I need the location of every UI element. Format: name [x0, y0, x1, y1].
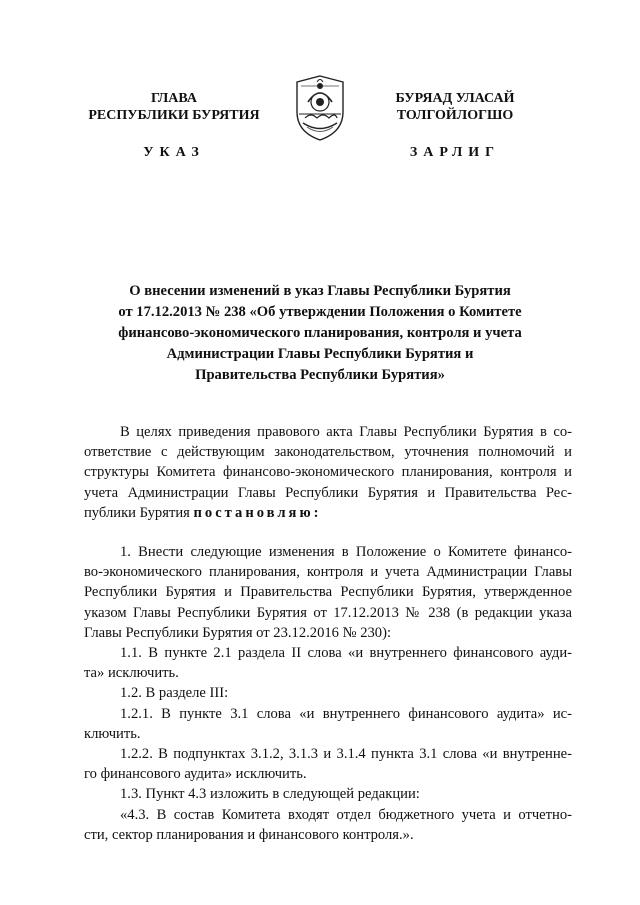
decree-items: [84, 542, 572, 845]
issuer-title-buryat-line2: ТОЛГОЙЛОГШО: [396, 108, 514, 123]
item-line: 1.2.2. В подпунктах 3.1.2, 3.1.3 и 3.1.4 пункта 3.1 слова «и внутренне-: [120, 746, 572, 763]
title-line: Правительства Республики Бурятия»: [195, 367, 445, 383]
title-line: Администрации Главы Республики Бурятия и: [166, 346, 474, 362]
decree-title: [90, 281, 550, 386]
preamble-line: структуры Комитета финансово-экономического планирования, контроля и: [84, 464, 572, 481]
decree-operative-word: постановляю:: [193, 504, 322, 521]
item-line: указом Главы Республики Бурятия от 17.12.2013 № 238 (в редакции указа: [84, 604, 572, 621]
preamble-last-line: [84, 503, 572, 523]
item-line: 1.3. Пункт 4.3 изложить в следующей редакции:: [120, 786, 420, 803]
item-line: 1.2. В разделе III:: [120, 685, 229, 702]
preamble-line: В целях приведения правового акта Главы Республики Бурятия в со-: [120, 424, 572, 440]
issuer-block-russian: [84, 90, 264, 124]
title-line: от 17.12.2013 № 238 «Об утверждении Положения о Комитете: [118, 304, 522, 320]
item-line: во-экономического планирования, контроля и учета Администрации Главы: [84, 564, 572, 581]
buryatia-coat-of-arms-icon: [291, 74, 349, 142]
item-line: «4.3. В состав Комитета входят отдел бюджетного учета и отчетно-: [120, 806, 572, 823]
item-line: та» исключить.: [84, 665, 179, 682]
item-line: сти, сектор планирования и финансового контроля.».: [84, 826, 414, 843]
issuer-block-buryat: [380, 90, 530, 124]
preamble-line: ответствие с действующим законодательством, уточнения полномочий и: [84, 444, 572, 461]
item-line: 1.1. В пункте 2.1 раздела II слова «и внутреннего финансового ауди-: [120, 645, 572, 662]
item-line: го финансового аудита» исключить.: [84, 766, 307, 783]
document-type-buryat: ЗАРЛИГ: [409, 145, 501, 160]
issuer-title-line2: РЕСПУБЛИКИ БУРЯТИЯ: [88, 108, 260, 123]
title-line: О внесении изменений в указ Главы Республики Бурятия: [129, 283, 511, 299]
preamble-line: публики Бурятия: [84, 504, 190, 521]
preamble-line: учета Администрации Главы Республики Бурятия и Правительства Рес-: [84, 484, 572, 501]
title-line: финансово-экономического планирования, контроля и учета: [118, 325, 522, 341]
item-line: Главы Республики Бурятия от 23.12.2016 № 230):: [84, 624, 392, 641]
item-line: 1.2.1. В пункте 3.1 слова «и внутреннего финансового аудита» ис-: [120, 705, 572, 722]
item-line: 1. Внести следующие изменения в Положение о Комитете финансо-: [120, 544, 572, 560]
document-type-russian: УКАЗ: [143, 145, 205, 160]
issuer-title-line1: ГЛАВА: [151, 91, 197, 106]
issuer-title-buryat-line1: БУРЯАД УЛАСАЙ: [395, 91, 515, 106]
item-line: ключить.: [84, 725, 141, 742]
item-line: Республики Бурятия и Правительства Республики Бурятия, утвержденное: [84, 584, 572, 601]
preamble-paragraph: [84, 422, 572, 523]
